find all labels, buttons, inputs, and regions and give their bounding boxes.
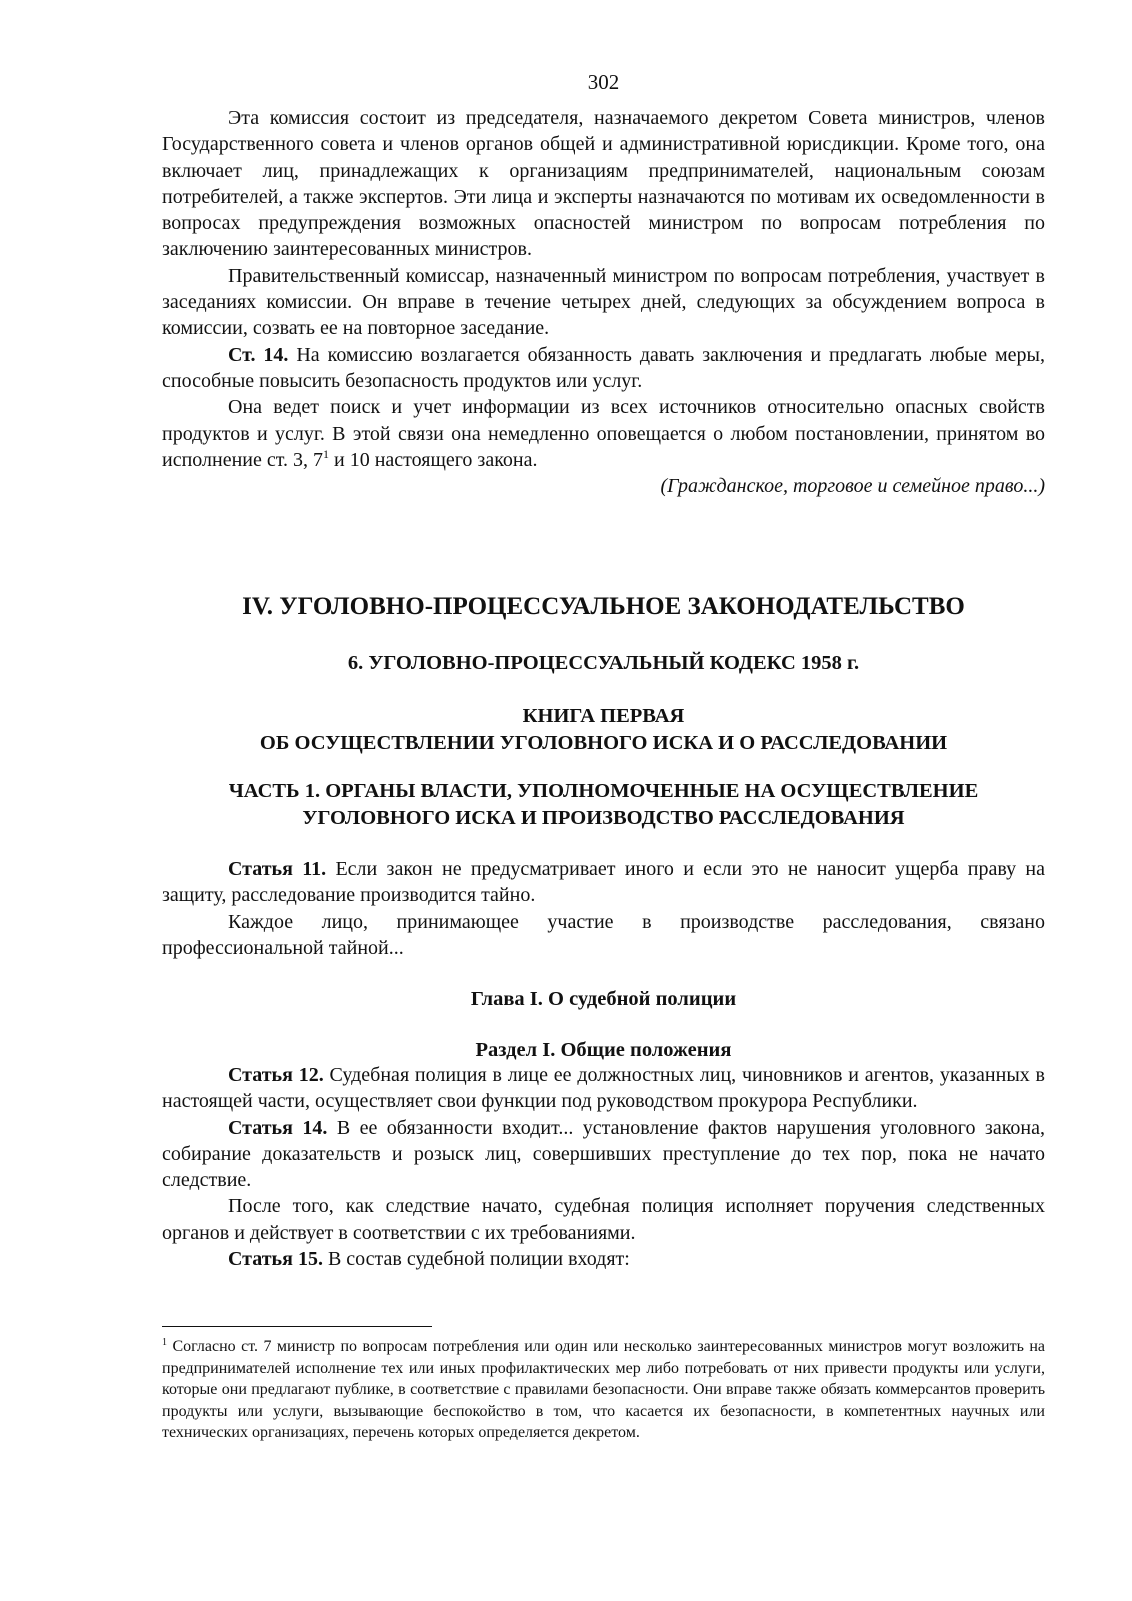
book-title: [162, 703, 1045, 757]
article-text: Судебная полиция в лице ее должностных лиц, чиновников и агентов, указанных в настоящей части, осуществляет свои функции под руководством прокурора Республики.: [162, 1064, 1045, 1113]
article-11-block: [162, 856, 1045, 961]
article-text: В ее обязанности входит... установление фактов нарушения уголовного закона, собирание доказательств и розыск лиц, совершивших преступление до тех пор, пока не начато следствие.: [162, 1116, 1045, 1192]
book-title-line-1: КНИГА ПЕРВАЯ: [522, 705, 685, 727]
part-title: [162, 778, 1045, 832]
article-label: Ст. 14.: [228, 343, 289, 366]
paragraph-article-14-duties: [162, 1115, 1045, 1194]
paragraph-government-commissioner: Правительственный комиссар, назначенный министром по вопросам потребления, участвует в заседаниях комиссии. Он вправе в течение четырех дней, следующих за обсуждением вопроса в комиссии, созвать ее на повторное заседание.: [162, 264, 1045, 340]
part-title-line-1: ЧАСТЬ 1. ОРГАНЫ ВЛАСТИ, УПОЛНОМОЧЕННЫЕ НА ОСУЩЕСТВЛЕНИЕ: [228, 780, 979, 802]
paragraph-commission-composition: Эта комиссия состоит из председателя, назначаемого декретом Совета министров, членов Государственного совета и членов органов общей и административной юрисдикции. Кроме того, она включает лиц, принадлежащих к организациям предпринимателей, национальным союзам потребителей, а также экспертов. Эти лица и эксперты назначаются по мотивам их осведомленности в вопросах предупреждения возможных опасностей министром по вопросам потребления по заключению заинтересованных министров.: [162, 107, 1045, 261]
commission-text-block: [162, 105, 1045, 499]
paragraph-information-search: [162, 394, 1045, 473]
article-text: В состав судебной полиции входят:: [322, 1248, 630, 1271]
book-title-line-2: ОБ ОСУЩЕСТВЛЕНИИ УГОЛОВНОГО ИСКА И О РАССЛЕДОВАНИИ: [259, 732, 948, 754]
subsection-title: Раздел I. Общие положения: [475, 1039, 732, 1061]
part-title-line-2: УГОЛОВНОГО ИСКА И ПРОИЗВОДСТВО РАССЛЕДОВАНИЯ: [302, 807, 905, 829]
paragraph-after-investigation: После того, как следствие начато, судебная полиция исполняет поручения следственных органов и действует в соответствии с их требованиями.: [162, 1195, 1045, 1244]
article-label: Статья 14.: [228, 1116, 328, 1139]
article-text: Если закон не предусматривает иного и если это не наносит ущерба праву на защиту, расследование производится тайно.: [162, 858, 1045, 907]
article-label: Статья 11.: [228, 858, 327, 880]
footnote-mark: 1: [162, 1337, 167, 1348]
page-number: 302: [587, 70, 620, 94]
footnote: [162, 1336, 1045, 1444]
judicial-police-block: [162, 1062, 1045, 1272]
paragraph-article-15: [162, 1246, 1045, 1272]
paragraph-professional-secrecy: Каждое лицо, принимающее участие в производстве расследования, связано профессиональной тайной...: [162, 910, 1045, 959]
paragraph-text: Она ведет поиск и учет информации из всех источников относительно опасных свойств продуктов и услуг. В этой связи она немедленно оповещается о любом постановлении, принятом во исполнение ст. 3, 7: [162, 396, 1045, 471]
article-label: Статья 12.: [228, 1064, 324, 1086]
paragraph-text-end: и 10 настоящего закона.: [328, 448, 538, 471]
footnote-reference: 1: [322, 446, 329, 461]
source-citation: (Гражданское, торговое и семейное право...): [660, 475, 1045, 498]
paragraph-article-11: [162, 856, 1045, 909]
section-title: IV. УГОЛОВНО-ПРОЦЕССУАЛЬНОЕ ЗАКОНОДАТЕЛЬСТВО: [242, 593, 965, 620]
chapter-title: Глава I. О судебной полиции: [470, 988, 737, 1010]
code-title: 6. УГОЛОВНО-ПРОЦЕССУАЛЬНЫЙ КОДЕКС 1958 г.: [347, 652, 860, 674]
paragraph-article-12: [162, 1062, 1045, 1115]
footnote-text: Согласно ст. 7 министр по вопросам потребления или один или несколько заинтересованных министров могут возложить на предпринимателей исполнение тех или иных профилактических мер либо потребовать от них привести продукты или услуги, которые они предлагают публике, в соответствие с правилами безопасности. Они вправе также обязать коммерсантов проверить продукты или услуги, вызывающие беспокойство в том, что касается их безопасности, в компетентных научных или технических организациях, перечень которых определяется декретом.: [162, 1338, 1045, 1441]
paragraph-article-14: [162, 342, 1045, 395]
footnote-divider: [162, 1326, 432, 1327]
article-text: На комиссию возлагается обязанность давать заключения и предлагать любые меры, способные повысить безопасность продуктов или услуг.: [162, 343, 1045, 392]
article-label: Статья 15.: [228, 1248, 323, 1271]
